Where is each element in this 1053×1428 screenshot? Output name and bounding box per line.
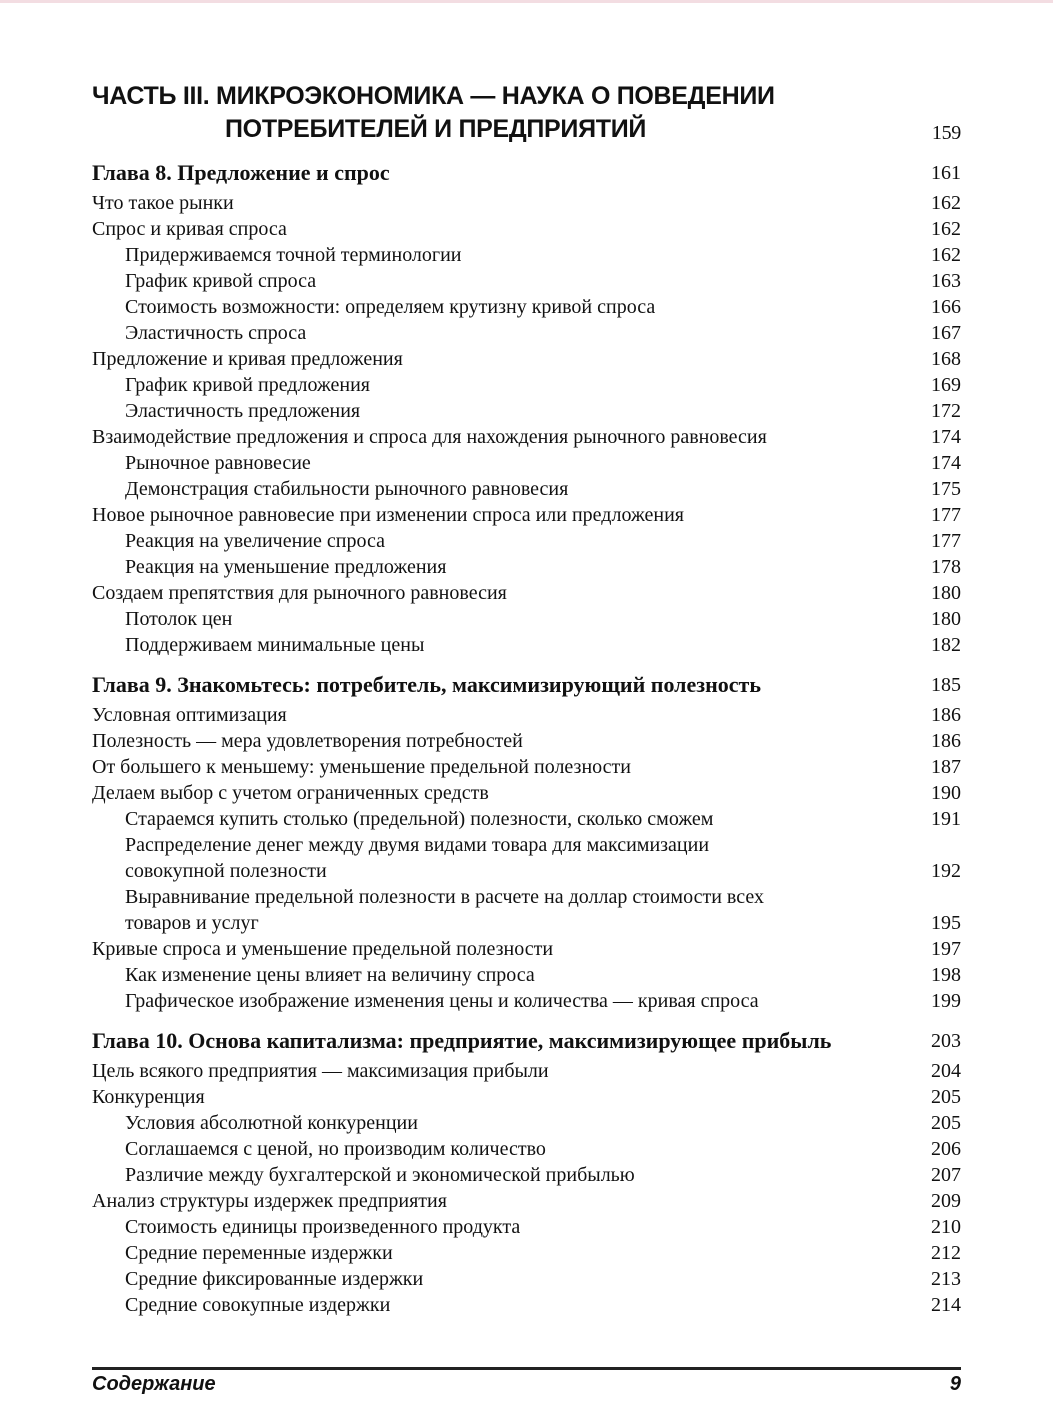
part-title-line2: ПОТРЕБИТЕЛЕЙ И ПРЕДПРИЯТИЙ — [225, 115, 647, 143]
toc-entry[interactable] — [92, 1266, 961, 1292]
toc-entry-title: Стоимость единицы произведенного продукта — [125, 1216, 521, 1238]
toc-entry-page: 207 — [931, 1164, 961, 1186]
toc-entry-title: Анализ структуры издержек предприятия — [92, 1190, 447, 1212]
toc-entry-page: 172 — [931, 400, 961, 422]
toc-entry-page: 192 — [931, 860, 961, 882]
chapter-title: Глава 9. Знакомьтесь: потребитель, максимизирующий полезность — [92, 672, 762, 697]
toc-entry[interactable] — [92, 884, 961, 936]
toc-entry-title: Делаем выбор с учетом ограниченных средств — [92, 782, 489, 804]
toc-entry-title: Реакция на уменьшение предложения — [125, 556, 447, 578]
toc-entry-title: Спрос и кривая спроса — [92, 218, 287, 240]
toc-entry-title: Демонстрация стабильности рыночного равновесия — [125, 478, 569, 500]
toc-entry-page: 195 — [931, 912, 961, 934]
toc-entry-page: 197 — [931, 938, 961, 960]
toc-entry[interactable] — [92, 1214, 961, 1240]
toc-entry-page: 167 — [931, 322, 961, 344]
toc-entry-page: 209 — [931, 1190, 961, 1212]
toc-entry[interactable] — [92, 216, 961, 242]
toc-entry[interactable] — [92, 632, 961, 658]
toc-entry-title: Эластичность спроса — [125, 322, 307, 344]
chapter-heading[interactable] — [92, 670, 961, 700]
toc-entry-title: Средние совокупные издержки — [125, 1294, 391, 1316]
toc-entry-page: 186 — [931, 730, 961, 752]
footer-section: Содержание — [92, 1373, 216, 1395]
toc-entry-title: Условия абсолютной конкуренции — [125, 1112, 418, 1134]
toc-entry[interactable] — [92, 242, 961, 268]
toc-entry-title: Конкуренция — [92, 1086, 205, 1108]
toc-entry[interactable] — [92, 294, 961, 320]
toc-entry[interactable] — [92, 450, 961, 476]
toc-entry-page: 177 — [931, 530, 961, 552]
toc-entry[interactable] — [92, 580, 961, 606]
toc-entry[interactable] — [92, 346, 961, 372]
toc-entry-page: 204 — [931, 1060, 961, 1082]
toc-entry[interactable] — [92, 806, 961, 832]
toc-entry[interactable] — [92, 268, 961, 294]
toc-entry-page: 169 — [931, 374, 961, 396]
toc-entry-title: Поддерживаем минимальные цены — [125, 634, 425, 656]
toc-entry-page: 180 — [931, 582, 961, 604]
toc-entry-page: 180 — [931, 608, 961, 630]
toc-entry-title: Реакция на увеличение спроса — [125, 530, 385, 552]
toc-entry[interactable] — [92, 962, 961, 988]
toc-entry-page: 190 — [931, 782, 961, 804]
part-heading — [92, 80, 961, 146]
toc-entry[interactable] — [92, 1084, 961, 1110]
toc-entry-page: 199 — [931, 990, 961, 1012]
toc-entry[interactable] — [92, 754, 961, 780]
part-title-line1: ЧАСТЬ III. МИКРОЭКОНОМИКА — НАУКА О ПОВЕДЕНИИ — [92, 82, 775, 110]
toc-entry[interactable] — [92, 988, 961, 1014]
toc-entry[interactable] — [92, 424, 961, 450]
toc-entry-page: 205 — [931, 1086, 961, 1108]
footer-page-number: 9 — [949, 1373, 961, 1395]
toc-entry[interactable] — [92, 606, 961, 632]
chapter-page: 185 — [931, 674, 961, 696]
toc-entry[interactable] — [92, 372, 961, 398]
toc-entry-page: 210 — [931, 1216, 961, 1238]
toc-entry-title: График кривой спроса — [125, 270, 317, 292]
toc-entry-title: Выравнивание предельной полезности в расчете на доллар стоимости всех товаров и услуг — [125, 886, 764, 934]
toc-entry-page: 162 — [931, 192, 961, 214]
toc-entry-title: Что такое рынки — [92, 192, 234, 214]
toc-entry-page: 213 — [931, 1268, 961, 1290]
toc-entry-title: Предложение и кривая предложения — [92, 348, 403, 370]
top-border — [0, 0, 1053, 3]
toc-entry[interactable] — [92, 1240, 961, 1266]
toc-entry-title: Соглашаемся с ценой, но производим количество — [125, 1138, 546, 1160]
toc-entry[interactable] — [92, 1292, 961, 1318]
chapter-page: 161 — [931, 162, 961, 184]
toc-entry-title: Распределение денег между двумя видами товара для максимизации совокупной полезности — [125, 834, 710, 882]
toc-entry-page: 168 — [931, 348, 961, 370]
toc-entry-title: Условная оптимизация — [92, 704, 287, 726]
toc-entry-page: 166 — [931, 296, 961, 318]
toc-entry[interactable] — [92, 528, 961, 554]
toc-entry[interactable] — [92, 502, 961, 528]
toc-entry-page: 191 — [931, 808, 961, 830]
toc-entry-page: 212 — [931, 1242, 961, 1264]
chapter-title: Глава 8. Предложение и спрос — [92, 160, 390, 185]
toc-entry-title: От большего к меньшему: уменьшение предельной полезности — [92, 756, 631, 778]
chapter-heading[interactable] — [92, 1026, 961, 1056]
toc-entry-title: Эластичность предложения — [125, 400, 361, 422]
chapter-page: 203 — [931, 1030, 961, 1052]
toc-entry-title: Графическое изображение изменения цены и количества — кривая спроса — [125, 990, 759, 1012]
toc-entry-title: Стараемся купить столько (предельной) полезности, сколько сможем — [125, 808, 714, 830]
toc-entry-title: Рыночное равновесие — [125, 452, 311, 474]
footer-divider — [92, 1367, 961, 1370]
toc-entry-title: Потолок цен — [125, 608, 233, 630]
toc-entry[interactable] — [92, 476, 961, 502]
toc-entry-page: 162 — [931, 218, 961, 240]
toc-entry-page: 198 — [931, 964, 961, 986]
toc-entry[interactable] — [92, 398, 961, 424]
toc-entry-title: Цель всякого предприятия — максимизация прибыли — [92, 1060, 549, 1082]
toc-entry-page: 175 — [931, 478, 961, 500]
toc-entry-title: Придерживаемся точной терминологии — [125, 244, 462, 266]
chapter-heading[interactable] — [92, 158, 961, 188]
toc-entry-title: Средние переменные издержки — [125, 1242, 393, 1264]
toc-entry-title: Кривые спроса и уменьшение предельной полезности — [92, 938, 554, 960]
toc-entry-title: Средние фиксированные издержки — [125, 1268, 424, 1290]
toc-entry-title: Новое рыночное равновесие при изменении спроса или предложения — [92, 504, 684, 526]
toc-entry-page: 206 — [931, 1138, 961, 1160]
toc-entry[interactable] — [92, 1162, 961, 1188]
toc-entry[interactable] — [92, 1058, 961, 1084]
toc-entry-page: 186 — [931, 704, 961, 726]
toc-entry-page: 205 — [931, 1112, 961, 1134]
toc-entry[interactable] — [92, 936, 961, 962]
toc-entry[interactable] — [92, 554, 961, 580]
toc-entry-title: График кривой предложения — [125, 374, 370, 396]
toc-entry[interactable] — [92, 702, 961, 728]
toc-entry[interactable] — [92, 1188, 961, 1214]
page-footer — [92, 1373, 961, 1396]
toc-entry-page: 187 — [931, 756, 961, 778]
toc-entry-page: 177 — [931, 504, 961, 526]
toc-entry-title: Стоимость возможности: определяем крутизну кривой спроса — [125, 296, 656, 318]
toc-entry[interactable] — [92, 728, 961, 754]
toc-entry-page: 182 — [931, 634, 961, 656]
toc-entry-page: 174 — [931, 426, 961, 448]
toc-entry-page: 178 — [931, 556, 961, 578]
chapter-title: Глава 10. Основа капитализма: предприятие, максимизирующее прибыль — [92, 1028, 832, 1053]
toc-entry[interactable] — [92, 780, 961, 806]
toc-entry[interactable] — [92, 1110, 961, 1136]
toc-entry-page: 162 — [931, 244, 961, 266]
table-of-contents — [92, 158, 961, 1318]
toc-entry-page: 214 — [931, 1294, 961, 1316]
toc-entry[interactable] — [92, 320, 961, 346]
part-page: 159 — [931, 122, 961, 144]
toc-entry-title: Создаем препятствия для рыночного равновесия — [92, 582, 507, 604]
toc-entry-title: Различие между бухгалтерской и экономической прибылью — [125, 1164, 635, 1186]
toc-entry-title: Как изменение цены влияет на величину спроса — [125, 964, 535, 986]
toc-entry[interactable] — [92, 832, 961, 884]
toc-entry-title: Полезность — мера удовлетворения потребностей — [92, 730, 523, 752]
toc-entry-page: 163 — [931, 270, 961, 292]
toc-entry[interactable] — [92, 190, 961, 216]
toc-entry-page: 174 — [931, 452, 961, 474]
toc-entry-title: Взаимодействие предложения и спроса для нахождения рыночного равновесия — [92, 426, 767, 448]
toc-entry[interactable] — [92, 1136, 961, 1162]
